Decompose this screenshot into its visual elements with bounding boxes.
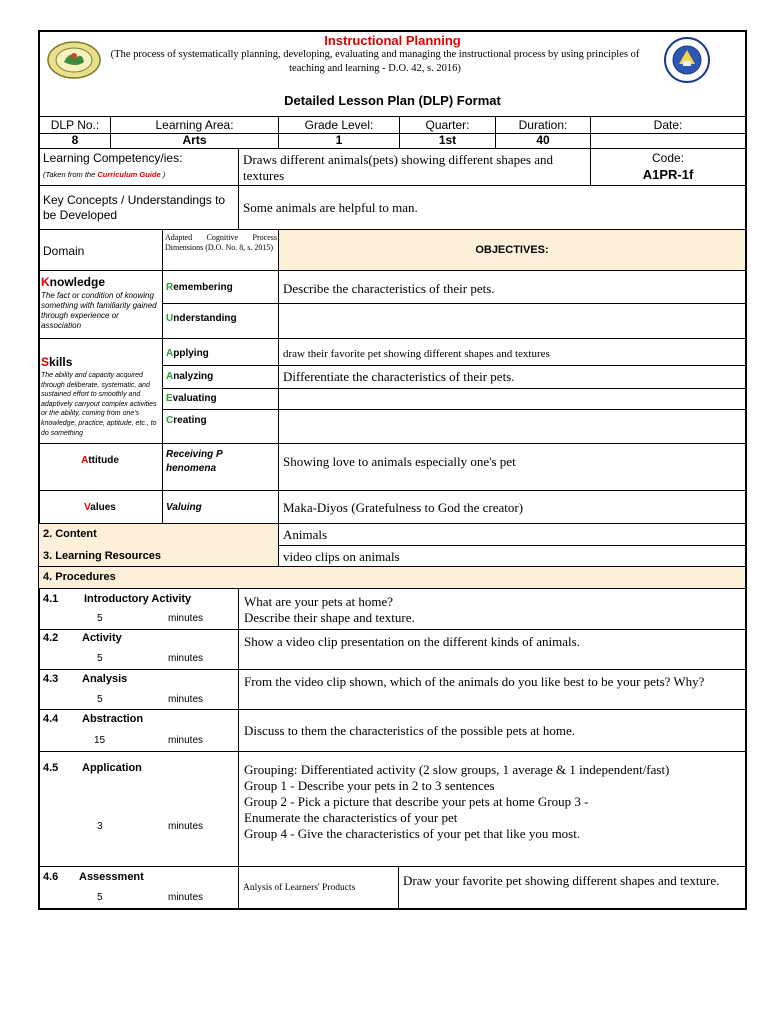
procedure-text: What are your pets at home? Describe their shape and texture. xyxy=(244,594,415,625)
procedure-name: Application xyxy=(82,762,142,774)
content-value: Animals xyxy=(283,527,328,542)
procedure-minutes-unit: minutes xyxy=(168,694,204,705)
procedure-name: Introductory Activity xyxy=(84,593,192,605)
content-label: 2. Content xyxy=(43,528,97,540)
procedure-number: 4.1 xyxy=(43,593,59,605)
quarter-value: 1st xyxy=(438,133,457,147)
understanding-label: Understanding xyxy=(166,313,237,324)
procedure-number: 4.6 xyxy=(43,871,59,883)
procedure-text: Discuss to them the characteristics of the possible pets at home. xyxy=(244,723,576,738)
applying-label: Applying xyxy=(166,348,209,359)
competency-value: Draws different animals(pets) showing different shapes and textures xyxy=(243,152,553,183)
procedure-number: 4.5 xyxy=(43,762,59,774)
procedure-name: Assessment xyxy=(79,871,144,883)
analyzing-objective: Differentiate the characteristics of their pets. xyxy=(283,369,515,384)
skills-description: The ability and capacity acquired through deliberate, systematic, and sustained effort to smoothly and adaptively carryout complex activities or the ability, coming from one's knowledge, practice, aptitude, etc., to do something xyxy=(41,372,157,437)
procedure-minutes-value: 5 xyxy=(97,694,103,705)
procedure-name: Analysis xyxy=(82,673,128,685)
duration-value: 40 xyxy=(536,133,550,147)
procedure-minutes-value: 5 xyxy=(97,892,103,903)
grade-level-value: 1 xyxy=(335,133,343,147)
key-concepts-value: Some animals are helpful to man. xyxy=(243,200,418,215)
resources-label: 3. Learning Resources xyxy=(43,550,161,562)
procedure-minutes-unit: minutes xyxy=(168,821,204,832)
procedure-name: Activity xyxy=(82,632,122,644)
procedure-text: Grouping: Differentiated activity (2 slow groups, 1 average & 1 independent/fast) Group 1 - Describe your pets in 2 to 3 sentences Group 2 - Pick a picture that describe your pets at home Group 3 - Enumerate the characteristics of your pet Group 4 - Give the characteristics of your pet that like you most. xyxy=(244,762,670,841)
values-dimension: Valuing xyxy=(166,502,202,513)
procedure-number: 4.2 xyxy=(43,632,59,644)
procedure-number: 4.3 xyxy=(43,673,59,685)
objectives-header: OBJECTIVES: xyxy=(475,244,549,256)
knowledge-title: Knowledge xyxy=(41,275,106,289)
attitude-title: Attitude xyxy=(81,455,119,466)
knowledge-description: The fact or condition of knowing something with familiarity gained through experience or association xyxy=(41,291,157,330)
procedure-minutes-unit: minutes xyxy=(168,613,204,624)
dimensions-header: Adapted Cognitive Process Dimensions (D.O. No. 8, s. 2015) xyxy=(165,233,277,252)
remembering-objective: Describe the characteristics of their pets. xyxy=(283,281,495,296)
evaluating-label: Evaluating xyxy=(166,393,217,404)
domain-header: Domain xyxy=(43,244,85,258)
dlp-format-title: Detailed Lesson Plan (DLP) Format xyxy=(284,93,501,108)
date-label: Date: xyxy=(653,118,683,132)
procedure-minutes-unit: minutes xyxy=(168,892,204,903)
header-subtitle: (The process of systematically planning, developing, evaluating and managing the instructional process by using principles of teaching and learning - D.O. 42, s. 2016) xyxy=(110,49,640,74)
procedure-number: 4.4 xyxy=(43,713,59,725)
learning-area-value: Arts xyxy=(182,133,207,147)
creating-label: Creating xyxy=(166,415,207,426)
resources-value: video clips on animals xyxy=(283,549,400,564)
competency-note: (Taken from the Curriculum Guide ) xyxy=(43,170,166,179)
remembering-label: Remembering xyxy=(166,282,233,293)
curriculum-guide-link: Curriculum Guide xyxy=(97,170,161,179)
code-label: Code: xyxy=(651,151,685,165)
kagawaran-seal-right-icon xyxy=(664,37,710,83)
assessment-method: Anlysis of Learners' Products xyxy=(243,883,356,893)
code-value: A1PR-1f xyxy=(642,167,694,182)
procedure-minutes-value: 15 xyxy=(94,735,106,746)
procedure-text: Draw your favorite pet showing different shapes and texture. xyxy=(403,873,720,888)
quarter-label: Quarter: xyxy=(425,118,470,132)
procedure-minutes-value: 5 xyxy=(97,653,103,664)
values-title: Values xyxy=(84,502,116,513)
procedure-minutes-unit: minutes xyxy=(168,653,204,664)
analyzing-label: Analyzing xyxy=(166,371,214,382)
attitude-dimension: Receiving Phenomena xyxy=(166,449,223,474)
dlp-no-label: DLP No.: xyxy=(50,118,100,132)
procedure-minutes-value: 5 xyxy=(97,613,103,624)
instructional-planning-title: Instructional Planning xyxy=(324,33,461,48)
attitude-objective: Showing love to animals especially one's pet xyxy=(283,454,516,469)
deped-seal-left-icon xyxy=(46,40,102,80)
key-concepts-label: Key Concepts / Understandings to be Developed xyxy=(43,193,226,222)
procedure-minutes-unit: minutes xyxy=(168,735,204,746)
grade-level-label: Grade Level: xyxy=(304,118,374,132)
procedure-name: Abstraction xyxy=(82,713,144,725)
learning-area-label: Learning Area: xyxy=(155,118,234,132)
competency-label: Learning Competency/ies: xyxy=(43,151,183,165)
skills-title: Skills xyxy=(41,355,73,369)
dlp-no-value: 8 xyxy=(71,133,79,147)
procedure-text: From the video clip shown, which of the animals do you like best to be your pets? Why? xyxy=(244,674,705,689)
applying-objective: draw their favorite pet showing different shapes and textures xyxy=(283,348,550,360)
procedure-minutes-value: 3 xyxy=(97,821,103,832)
values-objective: Maka-Diyos (Gratefulness to God the creator) xyxy=(283,500,524,515)
procedure-text: Show a video clip presentation on the different kinds of animals. xyxy=(244,634,580,649)
duration-label: Duration: xyxy=(518,118,568,132)
procedures-label: 4. Procedures xyxy=(43,571,116,583)
